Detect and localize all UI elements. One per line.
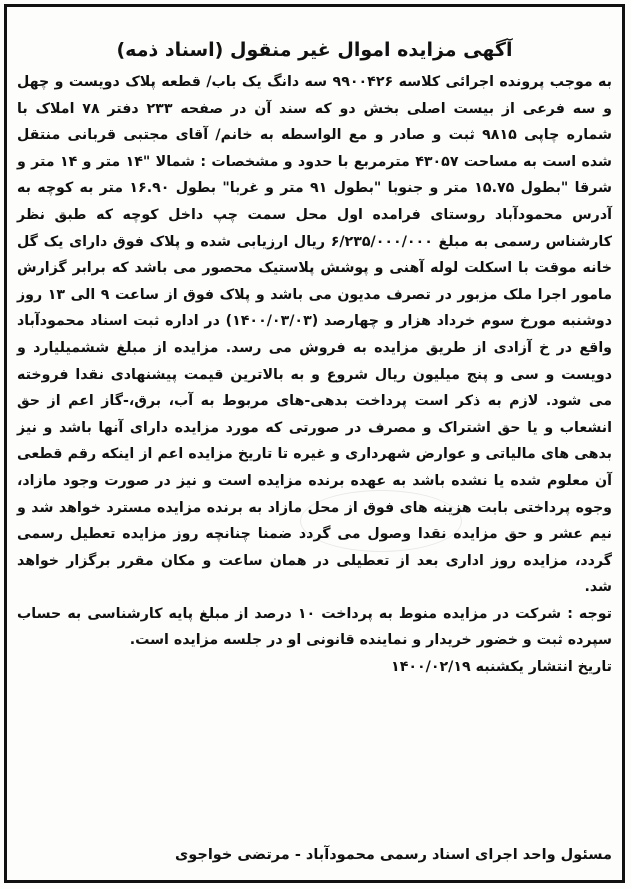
signature-line: مسئول واحد اجرای اسناد رسمی محمودآباد - مرتضی خواجوی: [175, 847, 612, 863]
notice-note: توجه : شرکت در مزایده منوط به پرداخت ۱۰ درصد از مبلغ پایه کارشناسی به حساب سپرده ثبت و خضور خریدار و نماینده قانونی او در جلسه مزایده است.: [17, 605, 612, 649]
notice-frame: [4, 4, 625, 883]
publish-date: تاریخ انتشار یکشنبه ۱۴۰۰/۰۲/۱۹: [391, 659, 612, 676]
notice-title: آگهی مزایده اموال غیر منقول (اسناد ذمه): [116, 39, 513, 61]
notice-body: به موجب پرونده اجرائی کلاسه ۹۹۰۰۴۲۶ سه دانگ یک باب/ قطعه پلاک دویست و چهل و سه فرعی از بیست اصلی بخش دو که سند آن در صفحه ۲۳۳ دفتر ۷۸ املاک با شماره چاپی ۹۸۱۵ ثبت و صادر و مع الواسطه به خانم/ آقای مجتبی قربانی منتقل شده است به مساحت ۴۳۰۵۷ مترمربع با حدود و مشخصات : شمالا "۱۴ متر و ۱۴ متر و شرقا "بطول ۱۵.۷۵ متر و جنوبا "بطول ۹۱ متر و غربا" بطول ۱۶.۹۰ متر به کوچه به آدرس محمودآباد روستای فرامده اول محل سمت چپ داخل کوچه که طبق نظر کارشناس رسمی به مبلغ ۶/۲۳۵/۰۰۰/۰۰۰ ریال ارزیابی شده و پلاک فوق دارای یک گل خانه موقت با اسکلت لوله آهنی و پوشش پلاستیک محصور می باشد که برابر گزارش مامور اجرا ملک مزبور در تصرف مدیون می باشد و پلاک فوق از ساعت ۹ الی ۱۳ روز دوشنبه مورخ سوم خرداد هزار و چهارصد (۱۴۰۰/۰۳/۰۳) در اداره ثبت اسناد محمودآباد واقع در خ آزادی از طریق مزایده به فروش می رسد. مزایده از مبلغ ششمیلیارد و دویست و سی و پنج میلیون ریال شروع و به بالاترین قیمت پیشنهادی نقدا فروخته می شود. لازم به ذکر است پرداخت بدهی-های مربوط به آب، برق،-گاز اعم از حق انشعاب و یا حق اشتراک و مصرف در صورتی که مورد مزایده دارای آنها باشد و نیز بدهی های مالیاتی و عوارض شهرداری و غیره تا تاریخ مزایده اعم از اینکه رقم قطعی آن معلوم شده یا نشده باشد به عهده برنده مزایده است و نیز در صورت وجود مازاد، وجوه پرداختی بابت هزینه های فوق از محل مازاد به برنده مزایده مسترد خواهد شد و نیم عشر و حق مزایده نقدا وصول می گردد ضمنا چنانچه روز مزایده تعطیل رسمی گردد، مزایده روز اداری بعد از تعطیلی در همان ساعت و مکان مقرر برگزار خواهد شد.: [17, 74, 613, 596]
